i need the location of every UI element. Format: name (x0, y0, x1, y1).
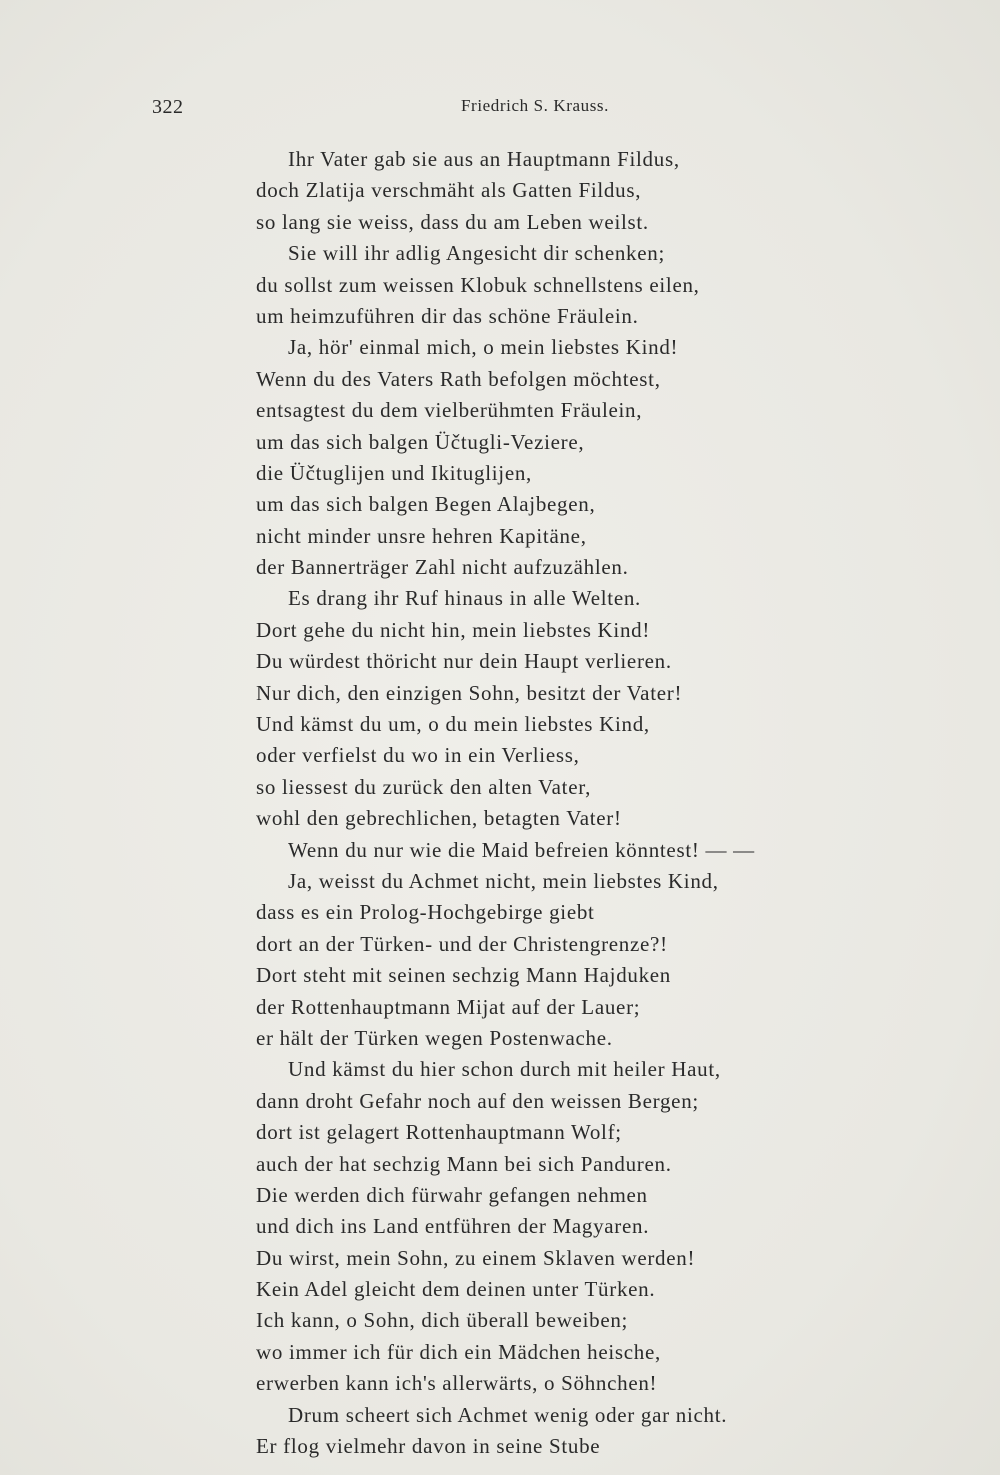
poem-body (256, 144, 856, 1462)
poem-line: Drum scheert sich Achmet wenig oder gar nicht. (288, 1402, 728, 1427)
poem-line: Er flog vielmehr davon in seine Stube (256, 1434, 601, 1459)
running-head: Friedrich S. Krauss. (461, 96, 609, 115)
poem-line: der Bannerträger Zahl nicht aufzuzählen. (256, 555, 629, 580)
poem-line: und dich ins Land entführen der Magyaren. (256, 1214, 650, 1239)
poem-line: Und kämst du um, o du mein liebstes Kind, (256, 712, 650, 737)
poem-line: entsagtest du dem vielberühmten Fräulein, (256, 398, 643, 423)
poem-line: wohl den gebrechlichen, betagten Vater! (256, 806, 622, 831)
page-number: 322 (152, 96, 184, 118)
poem-line: Du würdest thöricht nur dein Haupt verlieren. (256, 649, 672, 674)
poem-line: der Rottenhauptmann Mijat auf der Lauer; (256, 994, 641, 1019)
poem-line: Dort steht mit seinen sechzig Mann Hajduken (256, 963, 672, 988)
poem-line: dass es ein Prolog-Hochgebirge giebt (256, 900, 595, 925)
poem-line: Ihr Vater gab sie aus an Hauptmann Fildus, (288, 147, 680, 171)
poem-line: dort an der Türken- und der Christengrenze?! (256, 931, 668, 956)
poem-line: dann droht Gefahr noch auf den weissen Bergen; (256, 1088, 699, 1113)
poem-line: Ich kann, o Sohn, dich überall beweiben; (256, 1308, 629, 1333)
poem-line: Es drang ihr Ruf hinaus in alle Welten. (288, 586, 641, 611)
poem-line: Wenn du des Vaters Rath befolgen möchtest, (256, 366, 661, 391)
poem-line: die Üčtuglijen und Ikituglijen, (256, 460, 532, 485)
poem-line: Ja, hör' einmal mich, o mein liebstes Kind! (288, 335, 679, 360)
poem-line: Und kämst du hier schon durch mit heiler Haut, (288, 1057, 721, 1082)
poem-line: um heimzuführen dir das schöne Fräulein. (256, 303, 639, 328)
poem-line: oder verfielst du wo in ein Verliess, (256, 743, 580, 768)
poem-line: er hält der Türken wegen Postenwache. (256, 1025, 613, 1050)
poem-line: nicht minder unsre hehren Kapitäne, (256, 523, 587, 548)
poem-line: auch der hat sechzig Mann bei sich Panduren. (256, 1151, 672, 1176)
poem-line: erwerben kann ich's allerwärts, o Söhnchen! (256, 1371, 658, 1396)
poem-line: Nur dich, den einzigen Sohn, besitzt der Vater! (256, 680, 683, 705)
poem-line: du sollst zum weissen Klobuk schnellstens eilen, (256, 272, 700, 297)
poem-line: so liessest du zurück den alten Vater, (256, 774, 592, 799)
poem-line: dort ist gelagert Rottenhauptmann Wolf; (256, 1120, 622, 1145)
poem-line: Dort gehe du nicht hin, mein liebstes Kind! (256, 617, 651, 642)
poem-line: doch Zlatija verschmäht als Gatten Fildus, (256, 178, 642, 203)
poem-line: Die werden dich fürwahr gefangen nehmen (256, 1182, 648, 1207)
poem-line: so lang sie weiss, dass du am Leben weilst. (256, 209, 649, 234)
poem-line: Du wirst, mein Sohn, zu einem Sklaven werden! (256, 1245, 696, 1270)
poem-line: Wenn du nur wie die Maid befreien könntest! — — (288, 837, 755, 862)
poem-line: Ja, weisst du Achmet nicht, mein liebstes Kind, (288, 868, 719, 893)
poem-line: Kein Adel gleicht dem deinen unter Türken. (256, 1277, 656, 1302)
poem-line: wo immer ich für dich ein Mädchen heische, (256, 1339, 661, 1364)
poem-line: um das sich balgen Begen Alajbegen, (256, 492, 596, 517)
poem-line: um das sich balgen Üčtugli-Veziere, (256, 429, 585, 454)
poem-line: Sie will ihr adlig Angesicht dir schenken; (288, 241, 666, 266)
